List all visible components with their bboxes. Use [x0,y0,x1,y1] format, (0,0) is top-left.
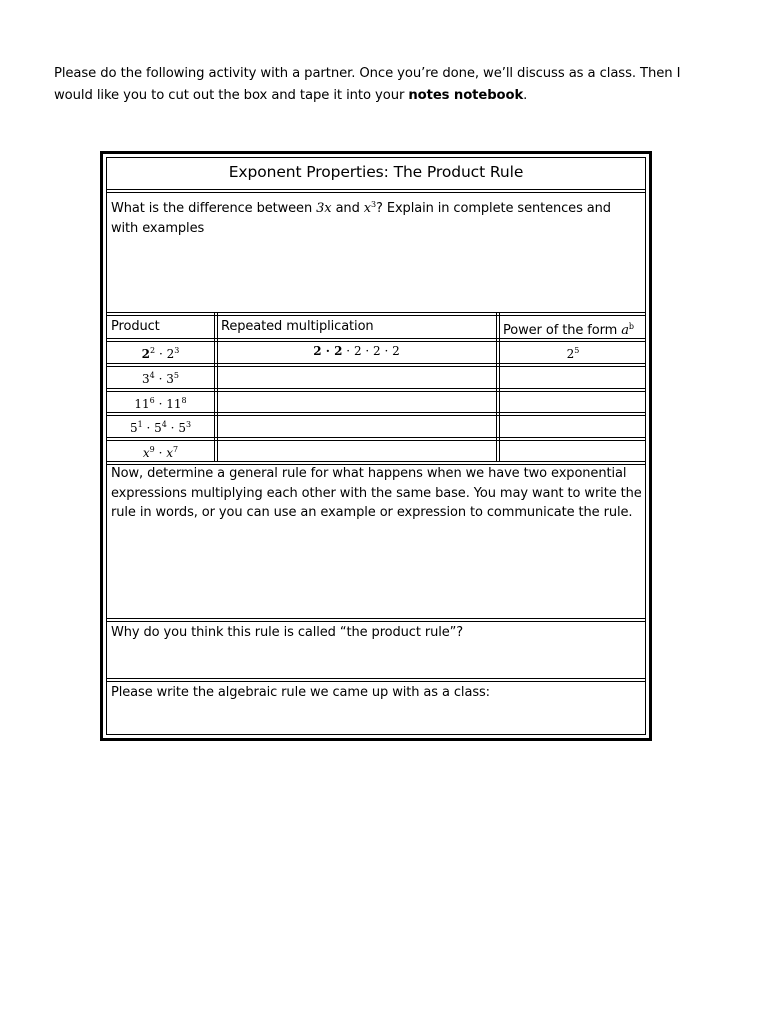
multiply-dot: · [154,372,167,386]
product-cell [107,439,214,464]
power-exponent: 7 [173,445,179,454]
product-cell [107,390,214,415]
table-column-divider-1 [214,312,215,462]
title-divider [107,189,645,193]
question-difference-line-1 [111,195,641,219]
q3-divider [107,678,645,682]
product-cell [107,340,214,365]
box-inner-frame [106,157,646,735]
power-base: 3 [166,372,174,386]
notes-notebook-emphasis: notes notebook [408,88,524,103]
q1-text-start: What is the difference between [111,201,317,216]
question-general-rule-line-2: expressions multiplying each other with the same base. You may want to write the [111,485,642,501]
q1-divider [107,312,645,316]
question-difference-line-2: with examples [111,220,205,236]
repeated-multiplication-cell [217,340,496,362]
header-power-text: Power of the form [503,323,622,338]
q1-text-and: and [331,201,364,216]
multiply-dot: · [154,446,167,460]
factor: 2 [392,344,400,358]
header-power-expression [621,323,634,338]
multiply-dot: · [142,421,155,435]
q2-divider [107,618,645,622]
q1-expression-x-cubed [364,201,376,216]
question-algebraic-rule: Please write the algebraic rule we came up with as a class: [111,685,490,700]
factor: 2 [353,344,362,358]
instructions-line-2-text: would like you to cut out the box and tape it into your [54,88,409,103]
power-exponent: 8 [181,396,187,405]
multiply-dot: · [342,344,354,358]
header-product: Product [111,319,160,334]
q1-expr-base: x [363,201,371,216]
factor: 2 [373,344,381,358]
multiply-dot: · [321,344,335,358]
power-exponent: 3 [174,346,180,355]
power-form-cell [499,340,647,365]
table-column-divider-2b [499,312,500,462]
header-power-exponent: b [628,322,634,331]
power-exponent: 4 [149,371,155,380]
power-base: 3 [142,372,150,386]
header-power-base: a [621,323,629,338]
multiply-dot: · [155,347,167,361]
cut-out-box [100,151,652,741]
product-cell [107,414,214,439]
q1-expression-3x: 3x [316,201,332,216]
table-column-divider-1b [217,312,218,462]
q1-text-end: ? Explain in complete sentences and [376,201,611,216]
multiply-dot: · [380,344,393,358]
power-base: 2 [566,347,575,361]
product-cell [107,365,214,390]
multiply-dot: · [166,421,179,435]
header-power-form [503,317,634,341]
power-exponent: 6 [149,396,155,405]
question-difference [111,195,641,238]
multiply-dot: · [154,397,167,411]
power-base: 2 [166,347,175,361]
power-base: 5 [154,421,162,435]
power-exponent: 3 [185,420,192,429]
instructions [54,63,734,107]
instructions-line-2-end: . [523,88,528,103]
question-product-rule-name: Why do you think this rule is called “the product rule”? [111,625,464,640]
power-exponent: 2 [150,346,156,355]
question-general-rule [111,464,651,523]
power-base: 5 [129,421,138,435]
power-base: 5 [178,421,186,435]
power-base: x [142,446,150,460]
multiply-dot: · [361,344,374,358]
power-base: 11 [166,397,182,411]
power-exponent: 4 [161,420,167,429]
power-base: 2 [141,347,151,361]
power-base: 11 [134,397,150,411]
power-exponent: 5 [173,371,179,380]
power-exponent: 5 [574,346,580,355]
q1-expr-exponent: 3 [371,200,376,209]
question-general-rule-line-3: rule in words, or you can use an example or expression to communicate the rule. [111,505,633,520]
power-exponent: 1 [137,420,143,429]
power-exponent: 9 [149,445,155,454]
question-general-rule-line-1: Now, determine a general rule for what happens when we have two exponential [111,466,627,481]
table-column-divider-2 [496,312,497,462]
factor: 2 [334,344,343,358]
header-repeated-multiplication: Repeated multiplication [221,319,374,334]
instructions-line-2 [54,85,734,107]
factor: 2 [313,344,322,358]
instructions-line-1: Please do the following activity with a partner. Once you’re done, we’ll discuss as a class. Then I [54,66,681,81]
box-title: Exponent Properties: The Product Rule [228,163,524,181]
power-base: x [166,446,173,460]
